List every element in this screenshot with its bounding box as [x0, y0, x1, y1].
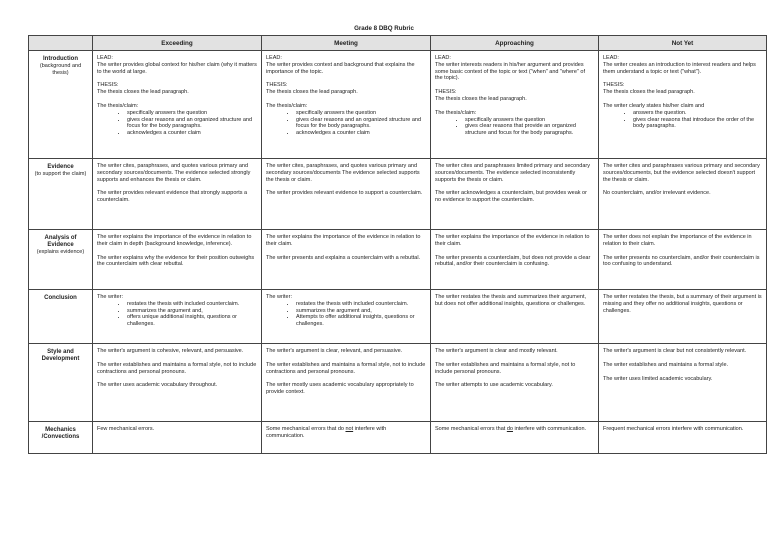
cell-text: The writer attempts to use academic vocabulary. [435, 382, 553, 389]
criterion-introduction [29, 51, 93, 159]
criterion-evidence [29, 159, 93, 230]
bullet: • gives clear reasons and an organized structure and focus for the body paragraphs. [127, 117, 257, 131]
cell-text: The writer cites and paraphrases limited primary and secondary sources/documents. The evidence selected inconsistently supports the thesis or claim. [435, 163, 590, 183]
text-part: interfere with communication. [512, 426, 587, 432]
cell-mechanics-meeting [262, 422, 431, 454]
criterion-mechanics [29, 422, 93, 454]
cell-text: The writer: [266, 294, 292, 300]
cell-text: The writer provides relevant evidence to support a counterclaim. [266, 190, 423, 197]
cell-text: The writer uses limited academic vocabulary. [603, 375, 713, 382]
underlined-word: do [506, 426, 513, 432]
criterion-name: Style and Development [41, 349, 80, 362]
cell-text [435, 426, 594, 433]
thesis-label: THESIS: [603, 82, 625, 89]
bullet: • gives clear reasons that introduce the order of the body paragraphs. [633, 117, 762, 131]
cell-text: The writer's argument is clear, relevant, and persuasive. [266, 348, 403, 354]
criterion-name: Analysis of Evidence [44, 235, 77, 248]
cell-text: The writer presents no counterclaim, and/or their counterclaim is too confusing to understand. [603, 254, 760, 268]
header-exceeding: Exceeding [93, 36, 262, 51]
cell-text: The writer restates the thesis, but a summary of their argument is missing and they offer no additional insights, questions or challenges. [603, 294, 762, 314]
rubric-table [28, 35, 767, 454]
cell-analysis-meeting [262, 230, 431, 290]
cell-mechanics-exceeding [93, 422, 262, 454]
cell-text: The writer explains the importance of the evidence in relation to their claim. [266, 234, 421, 247]
cell-evidence-exceeding [93, 159, 262, 230]
thesis-text: The thesis closes the lead paragraph. [435, 95, 527, 102]
cell-evidence-meeting [262, 159, 431, 230]
header-not-yet: Not Yet [599, 36, 767, 51]
cell-conclusion-exceeding [93, 290, 262, 344]
cell-text: The writer does not explain the importance of the evidence in relation to their claim. [603, 234, 752, 247]
thesis-text: The thesis closes the lead paragraph. [603, 89, 695, 96]
cell-style-meeting [262, 344, 431, 422]
cell-conclusion-not-yet [599, 290, 767, 344]
lead-label: LEAD: [266, 55, 282, 61]
claim-bullets [603, 110, 762, 130]
bullet: • offers unique additional insights, questions or challenges. [127, 314, 257, 328]
cell-text: The writer establishes and maintains a formal style, not to include contractions and personal pronouns. [97, 361, 257, 375]
criterion-conclusion [29, 290, 93, 344]
cell-text: Few mechanical errors. [97, 426, 155, 432]
document-title: Grade 8 DBQ Rubric [354, 25, 414, 32]
cell-evidence-approaching [431, 159, 599, 230]
lead-text: The writer creates an introduction to interest readers and helps them understand a topic or text ("what"). [603, 61, 756, 75]
cell-text: The writer explains the importance of the evidence in relation to their claim. [435, 234, 590, 247]
lead-label: LEAD: [435, 55, 451, 61]
cell-text: The writer uses academic vocabulary throughout. [97, 382, 218, 389]
row-evidence [29, 159, 767, 230]
bullet: • restates the thesis with included counterclaim. [127, 301, 257, 308]
criterion-sub: (to support the claim) [34, 170, 87, 177]
underlined-word: not [345, 426, 354, 432]
cell-text: The writer's argument is clear and mostly relevant. [435, 348, 558, 354]
bullet: • specifically answers the question [465, 117, 594, 124]
cell-text: The writer's argument is cohesive, relevant, and persuasive. [97, 348, 244, 354]
cell-mechanics-approaching [431, 422, 599, 454]
cell-text: The writer presents a counterclaim, but does not provide a clear rebuttal, and/or their counterclaim is confusing. [435, 254, 591, 268]
cell-introduction-approaching [431, 51, 599, 159]
bullet: • specifically answers the question [296, 110, 426, 117]
cell-text: The writer: [97, 294, 123, 300]
cell-text: The writer provides relevant evidence that strongly supports a counterclaim. [97, 190, 248, 204]
cell-text: The writer explains the importance of the evidence in relation to their claim in depth (background knowledge, inference). [97, 234, 252, 247]
text-part: Some mechanical errors that [435, 426, 507, 432]
lead-text: The writer interests readers in his/her argument and provides some basic context of the topic or text ("when" and "where" of the topic). [435, 61, 585, 82]
criterion-style [29, 344, 93, 422]
cell-text: The writer mostly uses academic vocabulary appropriately to provide context. [266, 382, 414, 396]
criterion-analysis [29, 230, 93, 290]
cell-style-not-yet [599, 344, 767, 422]
cell-conclusion-meeting [262, 290, 431, 344]
header-row [29, 36, 767, 51]
claim-label: The thesis/claim: [97, 102, 139, 109]
conclusion-bullets [266, 301, 426, 328]
row-mechanics [29, 422, 767, 454]
claim-bullets [266, 110, 426, 137]
bullet: • gives clear reasons and an organized structure and focus for the body paragraphs. [296, 117, 426, 131]
lead-text: The writer provides global context for his/her claim (why it matters to the world at large. [97, 61, 257, 75]
criterion-sub: (background and thesis) [39, 62, 82, 76]
row-style [29, 344, 767, 422]
claim-label: The thesis/claim: [266, 102, 308, 109]
bullet: • answers the question. [633, 110, 762, 117]
cell-introduction-exceeding [93, 51, 262, 159]
criterion-sub: (explains evidence) [36, 248, 85, 255]
header-approaching: Approaching [431, 36, 599, 51]
lead-text: The writer provides context and background that explains the importance of the topic. [266, 61, 415, 75]
row-analysis [29, 230, 767, 290]
cell-introduction-meeting [262, 51, 431, 159]
cell-text: The writer's argument is clear but not consistently relevant. [603, 348, 747, 354]
bullet: • specifically answers the question [127, 110, 257, 117]
cell-text: The writer presents and explains a counterclaim with a rebuttal. [266, 254, 421, 261]
claim-bullets [435, 117, 594, 137]
bullet: • acknowledges a counter claim [127, 130, 257, 137]
bullet: • gives clear reasons that provide an organized structure and focus for the body paragraphs. [465, 123, 594, 137]
cell-text: No counterclaim, and/or irrelevant evidence. [603, 190, 711, 197]
cell-mechanics-not-yet [599, 422, 767, 454]
claim-bullets [97, 110, 257, 137]
header-meeting: Meeting [262, 36, 431, 51]
criterion-name: Mechanics /Convections [41, 427, 80, 440]
bullet: • restates the thesis with included counterclaim. [296, 301, 426, 308]
conclusion-bullets [97, 301, 257, 328]
thesis-label: THESIS: [266, 82, 288, 89]
row-introduction [29, 51, 767, 159]
criterion-name: Evidence [47, 164, 74, 170]
cell-analysis-approaching [431, 230, 599, 290]
thesis-text: The thesis closes the lead paragraph. [266, 89, 358, 96]
cell-introduction-not-yet [599, 51, 767, 159]
criterion-name: Conclusion [44, 295, 77, 301]
bullet: • summarizes the argument and, [296, 308, 426, 315]
cell-analysis-not-yet [599, 230, 767, 290]
thesis-text: The thesis closes the lead paragraph. [97, 89, 189, 96]
cell-text: The writer cites, paraphrases, and quotes various primary and secondary sources/documents The evidence selected supports the thesis or claim. [266, 163, 420, 183]
criterion-name: Introduction [43, 56, 78, 62]
cell-text: The writer explains why the evidence for their position outweighs the counterclaim with clear rebuttal. [97, 254, 255, 268]
bullet: • Attempts to offer additional insights, questions or challenges. [296, 314, 426, 328]
bullet: • summarizes the argument and, [127, 308, 257, 315]
cell-text: The writer establishes and maintains a formal style, not to include personal pronouns. [435, 361, 576, 375]
cell-style-exceeding [93, 344, 262, 422]
cell-text: Frequent mechanical errors interfere with communication. [603, 426, 744, 432]
text-part: Some mechanical errors that do [266, 426, 346, 432]
cell-text: The writer establishes and maintains a formal style, not to include contractions and personal pronouns. [266, 361, 426, 375]
cell-text: The writer restates the thesis and summarizes their argument, but does not offer additional insights, questions or challenges. [435, 294, 587, 307]
cell-text [266, 426, 426, 440]
text-part: interfere with communication. [266, 426, 387, 439]
cell-conclusion-approaching [431, 290, 599, 344]
cell-text: The writer cites and paraphrases various primary and secondary sources/documents, but the evidence selected doesn't support the thesis or claim. [603, 163, 760, 183]
cell-style-approaching [431, 344, 599, 422]
lead-label: LEAD: [97, 55, 113, 61]
cell-text: The writer cites, paraphrases, and quotes various primary and secondary sources/documents. The evidence selected strongly supports and enhances the thesis or claim. [97, 163, 251, 183]
claim-label: The writer clearly states his/her claim and [603, 102, 705, 109]
cell-evidence-not-yet [599, 159, 767, 230]
cell-text: The writer establishes and maintains a formal style. [603, 361, 729, 368]
cell-text: The writer acknowledges a counterclaim, but provides weak or no evidence to support the counterclaim. [435, 190, 587, 204]
lead-label: LEAD: [603, 55, 619, 61]
thesis-label: THESIS: [435, 89, 457, 96]
bullet: • acknowledges a counter claim [296, 130, 426, 137]
cell-analysis-exceeding [93, 230, 262, 290]
claim-label: The thesis/claim: [435, 109, 477, 116]
row-conclusion [29, 290, 767, 344]
thesis-label: THESIS: [97, 82, 119, 89]
header-criteria [29, 36, 93, 51]
